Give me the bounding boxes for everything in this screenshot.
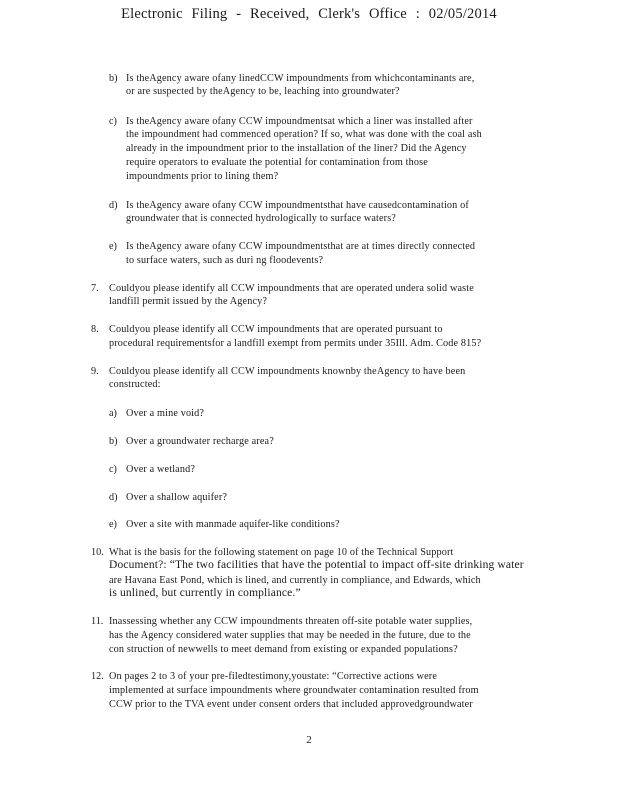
item-c-line: already in the impoundment prior to the installation of the liner? Did the Agency	[126, 143, 467, 154]
question-10-line: are Havana East Pond, which is lined, and currently in compliance, and Edwards, which	[109, 575, 481, 586]
question-9a-label: a)	[109, 408, 117, 419]
question-9-line: Couldyou please identify all CCW impoundments knownby theAgency to have been	[109, 366, 466, 377]
question-7-line: landfill permit issued by the Agency?	[109, 296, 268, 307]
question-11-line: has the Agency considered water supplies that may be needed in the future, due to the	[109, 630, 471, 641]
question-9d-label: d)	[109, 492, 118, 503]
item-b-line: or are suspected by theAgency to be, leaching into groundwater?	[126, 86, 400, 97]
item-c-line: Is theAgency aware ofany CCW impoundmentsat which a liner was installed after	[126, 116, 473, 127]
question-9d-text: Over a shallow aquifer?	[126, 492, 228, 503]
item-c-label: c)	[109, 116, 117, 127]
item-c-line: impoundments prior to lining them?	[126, 171, 279, 182]
question-9e-text: Over a site with manmade aquifer-like conditions?	[126, 519, 340, 530]
item-e-line: Is theAgency aware ofany CCW impoundmentsthat are at times directly connected	[126, 241, 476, 252]
item-d-line: groundwater that is connected hydrologically to surface waters?	[126, 213, 396, 224]
question-12-line: CCW prior to the TVA event under consent orders that included approvedgroundwater	[109, 699, 473, 710]
question-10-line: is unlined, but currently in compliance.”	[109, 587, 301, 599]
question-10-line: What is the basis for the following statement on page 10 of the Technical Support	[109, 547, 454, 558]
question-8-line: procedural requirementsfor a landfill exempt from permits under 35Ill. Adm. Code 815?	[109, 338, 482, 349]
question-12-number: 12.	[91, 671, 104, 682]
question-9e-label: e)	[109, 519, 117, 530]
item-e-label: e)	[109, 241, 117, 252]
question-7-number: 7.	[91, 283, 99, 294]
question-9-number: 9.	[91, 366, 99, 377]
question-9b-label: b)	[109, 436, 118, 447]
item-e-line: to surface waters, such as duri ng floodevents?	[126, 255, 324, 266]
question-11-line: con struction of newwells to meet demand from existing or expanded populations?	[109, 644, 458, 655]
question-12-line: On pages 2 to 3 of your pre-filedtestimony,youstate: “Corrective actions were	[109, 671, 438, 682]
question-11-number: 11.	[91, 616, 104, 627]
page-number: 2	[306, 734, 312, 746]
item-c-line: require operators to evaluate the potential for contamination from those	[126, 157, 428, 168]
item-d-line: Is theAgency aware ofany CCW impoundmentsthat have causedcontamination of	[126, 200, 469, 211]
question-12-line: implemented at surface impoundments where groundwater contamination resulted from	[109, 685, 479, 696]
question-9b-text: Over a groundwater recharge area?	[126, 436, 274, 447]
question-11-line: Inassessing whether any CCW impoundments threaten off-site potable water supplies,	[109, 616, 473, 627]
item-d-label: d)	[109, 200, 118, 211]
item-c-line: the impoundment had commenced operation? If so, what was done with the coal ash	[126, 129, 482, 140]
question-10-line: Document?: “The two facilities that have the potential to impact off-site drinking water	[109, 559, 524, 571]
question-9c-label: c)	[109, 464, 117, 475]
filing-header: Electronic Filing - Received, Clerk's Office : 02/05/2014	[121, 6, 497, 22]
question-9c-text: Over a wetland?	[126, 464, 196, 475]
question-10-number: 10.	[91, 547, 104, 558]
question-9a-text: Over a mine void?	[126, 408, 205, 419]
item-b-line: Is theAgency aware ofany linedCCW impoundments from whichcontaminants are,	[126, 73, 475, 84]
question-8-line: Couldyou please identify all CCW impoundments that are operated pursuant to	[109, 324, 443, 335]
question-7-line: Couldyou please identify all CCW impoundments that are operated undera solid waste	[109, 283, 474, 294]
item-b-label: b)	[109, 73, 118, 84]
question-9-line: constructed:	[109, 379, 161, 390]
question-8-number: 8.	[91, 324, 99, 335]
